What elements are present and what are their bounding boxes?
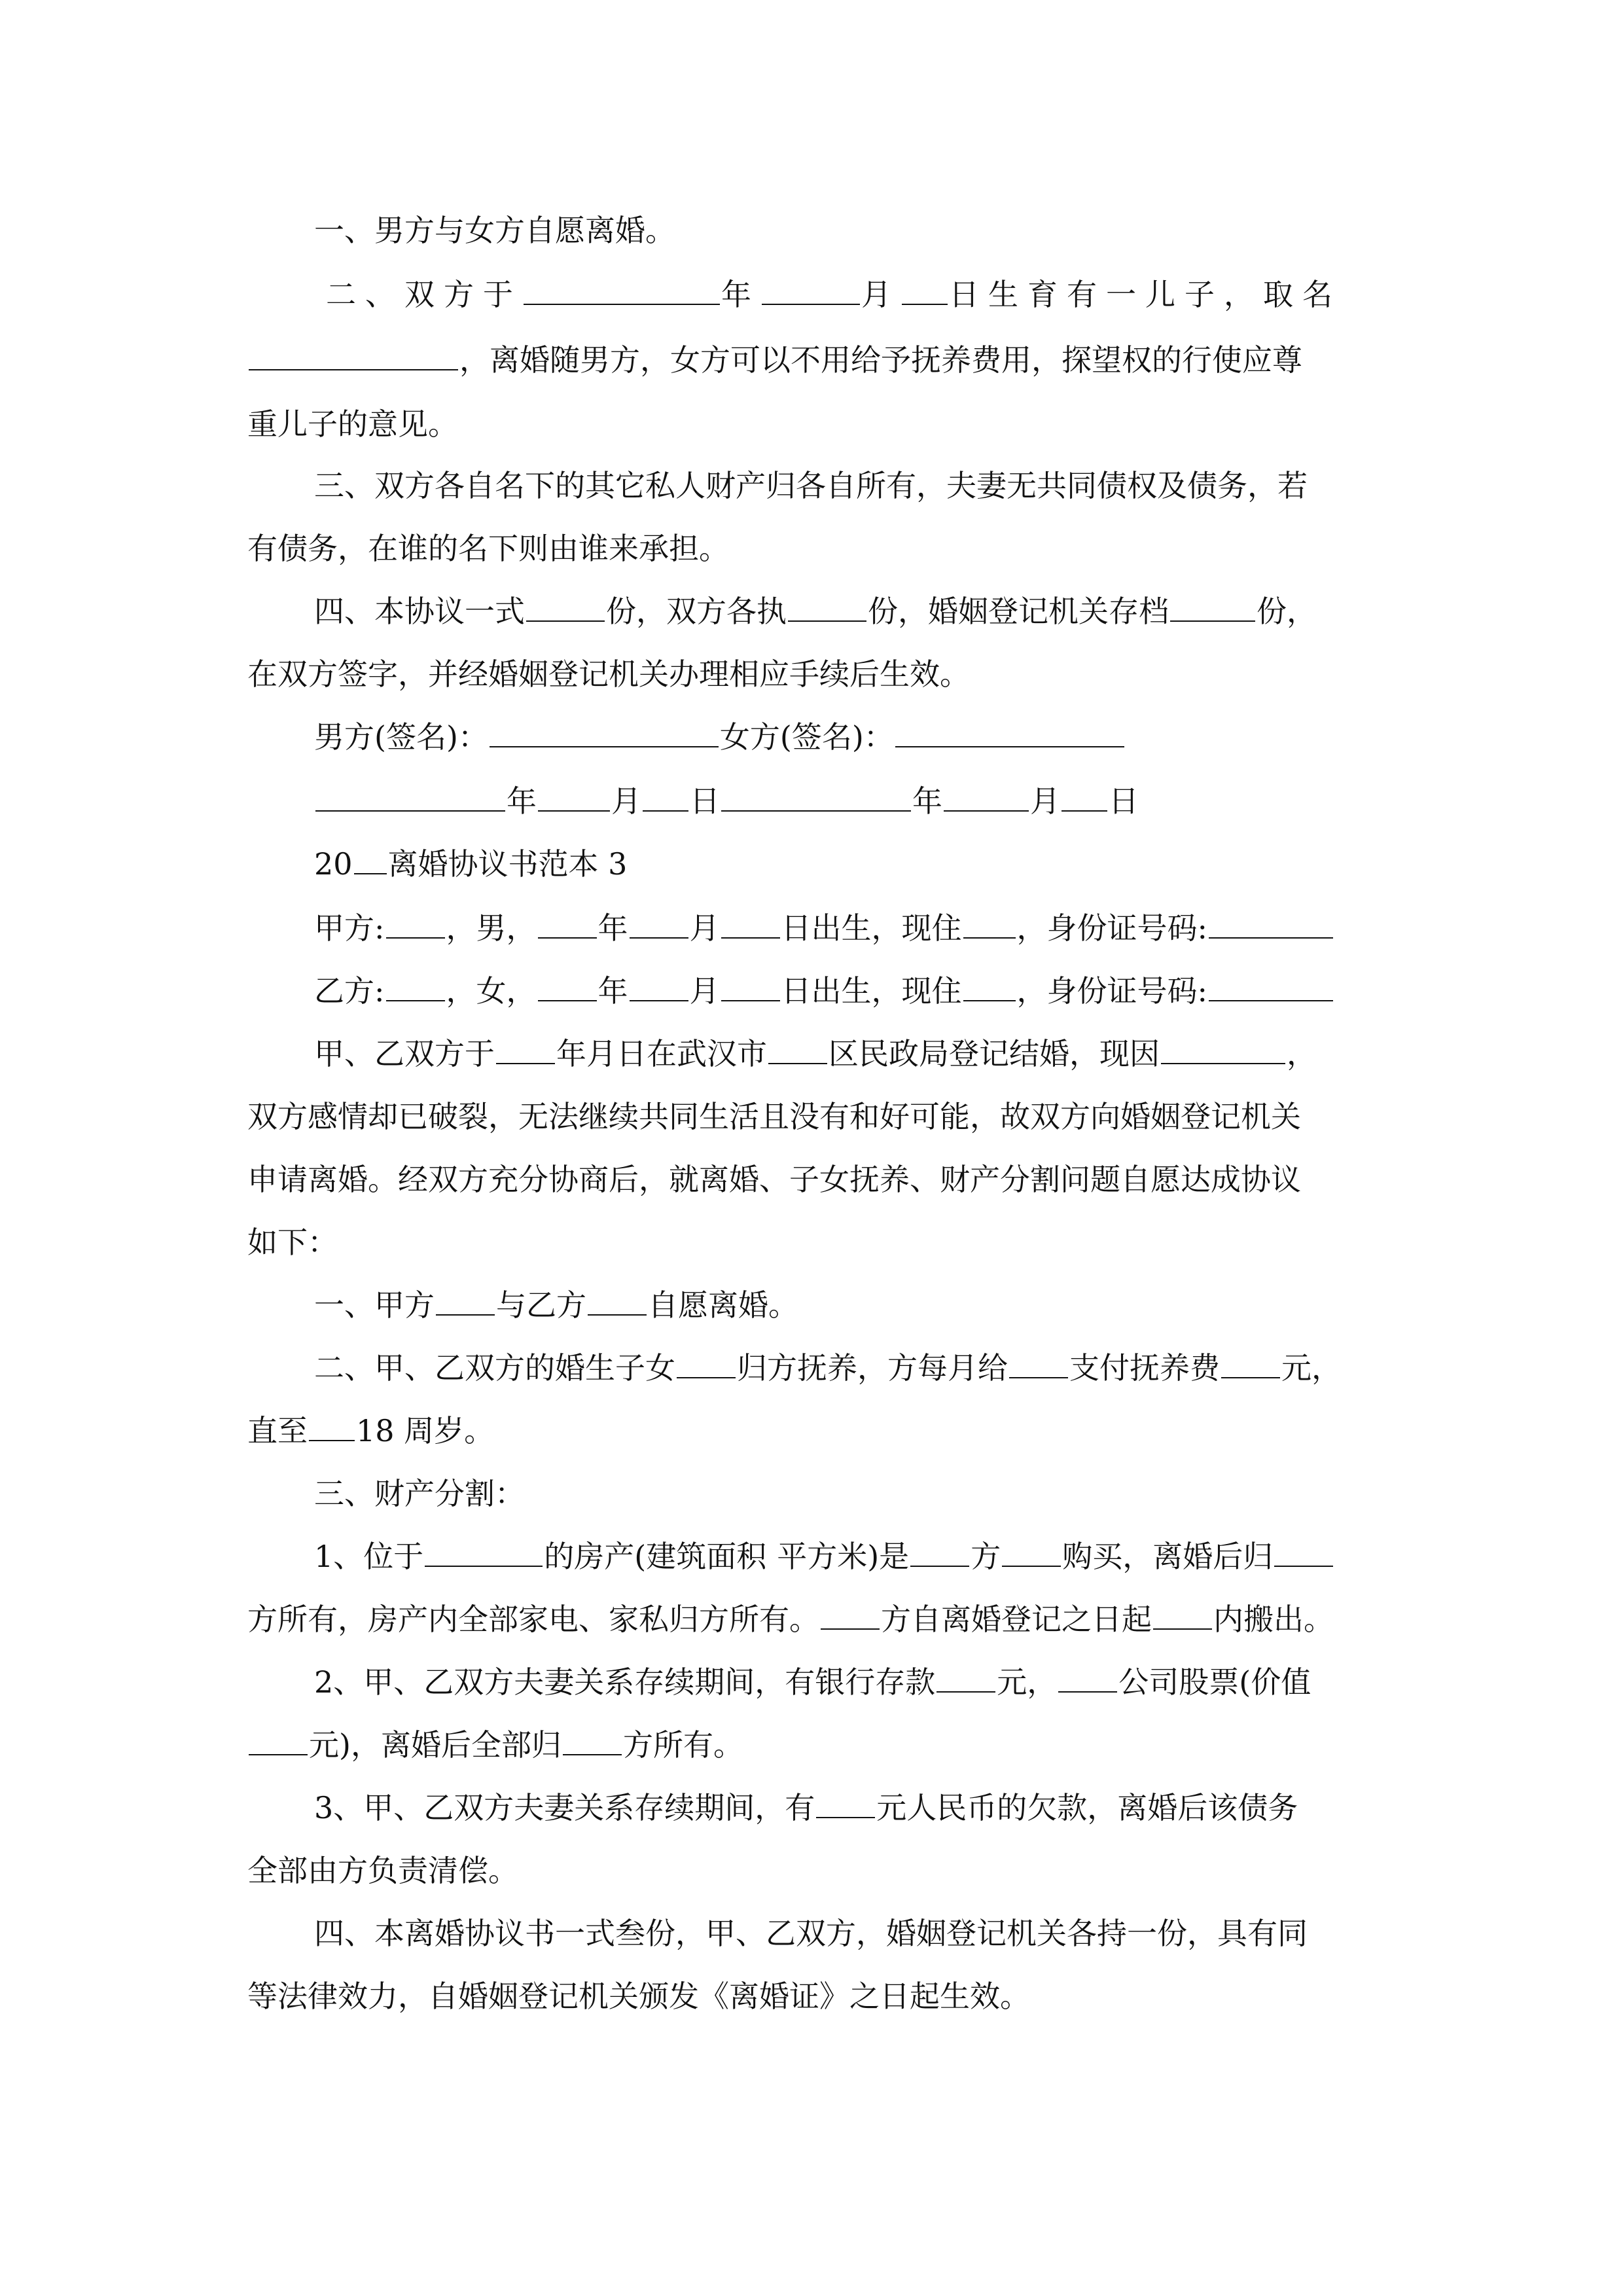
text: 与乙方	[496, 1287, 586, 1323]
text: 自愿离婚。	[648, 1287, 798, 1323]
agreement-4-line-1	[314, 1914, 1308, 1953]
text: 方所有，房产内全部家电、家私归方所有。	[247, 1602, 819, 1637]
blank-line	[788, 592, 866, 622]
text: 年	[507, 783, 537, 819]
text: 购买，离婚后归	[1062, 1539, 1274, 1574]
clause-2-line-2	[247, 340, 1302, 380]
text: 离婚协议书范本 3	[387, 846, 628, 882]
text: 年	[721, 277, 760, 312]
marriage-line-2	[247, 1097, 1301, 1136]
blank-line	[249, 340, 458, 370]
text: 甲、乙双方于	[314, 1036, 495, 1071]
blank-line	[538, 971, 597, 1001]
blank-line	[1009, 1348, 1068, 1378]
text: 份，婚姻登记机关存档	[868, 594, 1169, 629]
text: 甲方:	[314, 910, 385, 946]
blank-line	[721, 908, 780, 939]
blank-line	[721, 781, 911, 812]
blank-line	[768, 1034, 827, 1064]
clause-2-line-3	[247, 404, 458, 444]
text: 平方米)是	[777, 1539, 910, 1574]
text: 日	[1109, 783, 1139, 819]
section-heading	[314, 844, 627, 884]
property-2-line-1	[314, 1662, 1311, 1702]
text: 在双方签字，并经婚姻登记机关办理相应手续后生效。	[247, 656, 970, 692]
blank-line	[936, 1662, 995, 1693]
text: 支付抚养费	[1069, 1350, 1220, 1386]
blank-line	[963, 971, 1016, 1001]
text: 18 周岁。	[356, 1413, 495, 1448]
blank-line	[1153, 1600, 1212, 1630]
text: ，女，	[446, 973, 537, 1009]
blank-line	[643, 781, 688, 812]
agreement-2-line-1	[314, 1348, 1342, 1388]
blank-line	[386, 908, 445, 939]
signature-line	[314, 717, 1126, 757]
clause-4-line-2	[247, 655, 970, 694]
blank-line	[1274, 1537, 1333, 1567]
blank-line	[1161, 1034, 1285, 1064]
blank-line	[526, 592, 605, 622]
text: 三、双方各自名下的其它私人财产归各自所有，夫妻无共同债权及债务，若	[314, 468, 1308, 503]
blank-line	[821, 1600, 880, 1630]
blank-line	[588, 1285, 647, 1316]
blank-line	[963, 908, 1016, 939]
text: 四、本协议一式	[314, 594, 525, 629]
blank-line	[315, 781, 505, 812]
text: 元)，离婚后全部归	[309, 1727, 562, 1763]
signature-date-line	[314, 781, 1139, 821]
text: 年	[597, 973, 628, 1009]
text: ，离婚随男方，女方可以不用给予抚养费用，探望权的行使应尊	[459, 342, 1302, 378]
party-a-line	[314, 908, 1334, 948]
clause-2-line-1	[326, 275, 1342, 314]
blank-line	[1209, 908, 1333, 939]
blank-line	[538, 781, 610, 812]
agreement-3-heading	[314, 1474, 525, 1513]
text: 月	[689, 910, 720, 946]
text: 份，双方各执	[606, 594, 787, 629]
blank-line	[630, 971, 688, 1001]
text: 男方(签名)：	[314, 719, 488, 755]
blank-line	[538, 908, 597, 939]
text: 直至	[247, 1413, 308, 1448]
clause-3-line-1	[314, 466, 1308, 505]
blank-line	[630, 908, 688, 939]
text: ，	[1287, 1036, 1317, 1071]
blank-line	[895, 717, 1124, 747]
blank-line	[944, 781, 1029, 812]
blank-line	[425, 1537, 543, 1567]
property-1-line-1	[314, 1537, 1334, 1576]
text: 归方抚养，方每月给	[737, 1350, 1008, 1386]
clause-1-line	[314, 211, 675, 250]
text: 月	[1030, 783, 1060, 819]
property-3-line-1	[314, 1788, 1298, 1827]
blank-line	[524, 275, 720, 305]
text: 年月日在武汉市	[556, 1036, 767, 1071]
text: 女方(签名)：	[719, 719, 894, 755]
blank-line	[762, 275, 860, 305]
property-2-line-2	[247, 1725, 743, 1765]
text: 月	[861, 277, 901, 312]
blank-line	[721, 971, 780, 1001]
blank-line	[563, 1725, 622, 1755]
blank-line	[677, 1348, 736, 1378]
agreement-2-line-2	[247, 1411, 494, 1450]
blank-line	[1058, 1662, 1117, 1693]
text: 元人民币的欠款，离婚后该债务	[876, 1790, 1298, 1825]
text: 3、甲、乙双方夫妻关系存续期间，有	[314, 1790, 815, 1825]
blank-line	[1221, 1348, 1280, 1378]
text: 有债务，在谁的名下则由谁来承担。	[247, 531, 729, 566]
text: 四、本离婚协议书一式叁份，甲、乙双方，婚姻登记机关各持一份，具有同	[314, 1916, 1308, 1951]
property-3-line-2	[247, 1851, 518, 1890]
text: 日出生，现住	[781, 973, 962, 1009]
text: 二、甲、乙双方的婚生子女	[314, 1350, 675, 1386]
party-b-line	[314, 971, 1334, 1011]
text: 二、双方于	[326, 277, 522, 312]
blank-line	[1209, 971, 1333, 1001]
blank-line	[496, 1034, 555, 1064]
text: 元，	[997, 1664, 1058, 1700]
blank-line	[1061, 781, 1107, 812]
agreement-1-line	[314, 1285, 798, 1325]
text: 重儿子的意见。	[247, 406, 458, 442]
clause-3-line-2	[247, 529, 729, 568]
text: 一、甲方	[314, 1287, 435, 1323]
text: 申请离婚。经双方充分协商后，就离婚、子女抚养、财产分割问题自愿达成协议	[247, 1162, 1301, 1197]
text: 等法律效力，自婚姻登记机关颁发《离婚证》之日起生效。	[247, 1979, 1030, 2014]
marriage-line-4	[247, 1223, 338, 1262]
text: 月	[611, 783, 641, 819]
property-1-line-2	[247, 1600, 1334, 1639]
text: ，身份证号码:	[1016, 910, 1207, 946]
text: 月	[689, 973, 720, 1009]
blank-line	[1170, 592, 1255, 622]
text: 双方感情却已破裂，无法继续共同生活且没有和好可能，故双方向婚姻登记机关	[247, 1099, 1301, 1134]
blank-line	[910, 1537, 969, 1567]
text: 日	[690, 783, 720, 819]
text: 年	[912, 783, 942, 819]
text: 全部由方负责清偿。	[247, 1853, 518, 1888]
text: 乙方:	[314, 973, 385, 1009]
text: 日出生，现住	[781, 910, 962, 946]
blank-line	[249, 1725, 308, 1755]
text: ，男，	[446, 910, 537, 946]
text: 份，	[1257, 594, 1317, 629]
text: 1、位于	[314, 1539, 424, 1574]
text: 年	[597, 910, 628, 946]
blank-line	[436, 1285, 495, 1316]
text: 元，	[1281, 1350, 1342, 1386]
text: ，身份证号码:	[1016, 973, 1207, 1009]
blank-line	[386, 971, 445, 1001]
text: 如下：	[247, 1225, 338, 1260]
marriage-line-3	[247, 1160, 1301, 1199]
clause-4-line-1	[314, 592, 1317, 631]
blank-line	[1002, 1537, 1061, 1567]
blank-line	[490, 717, 719, 747]
text: 一、男方与女方自愿离婚。	[314, 213, 675, 248]
blank-line	[902, 275, 948, 305]
text: 公司股票(价值	[1118, 1664, 1311, 1700]
text: 方所有。	[622, 1727, 743, 1763]
text: 方自离婚登记之日起	[881, 1602, 1152, 1637]
text: 区民政局登记结婚，现因	[829, 1036, 1160, 1071]
text: 2、甲、乙双方夫妻关系存续期间，有银行存款	[314, 1664, 936, 1700]
text: 内搬出。	[1213, 1602, 1334, 1637]
agreement-4-line-2	[247, 1977, 1030, 2016]
text: 方	[971, 1539, 1001, 1574]
marriage-line-1	[314, 1034, 1317, 1073]
text: 三、财产分割：	[314, 1476, 525, 1511]
text: 日生育有一儿子，取名	[949, 277, 1342, 312]
text: 的房产(建筑面积	[544, 1539, 767, 1574]
text: 20	[314, 846, 353, 882]
blank-line	[309, 1411, 355, 1441]
blank-line	[354, 844, 387, 874]
blank-line	[816, 1788, 875, 1818]
